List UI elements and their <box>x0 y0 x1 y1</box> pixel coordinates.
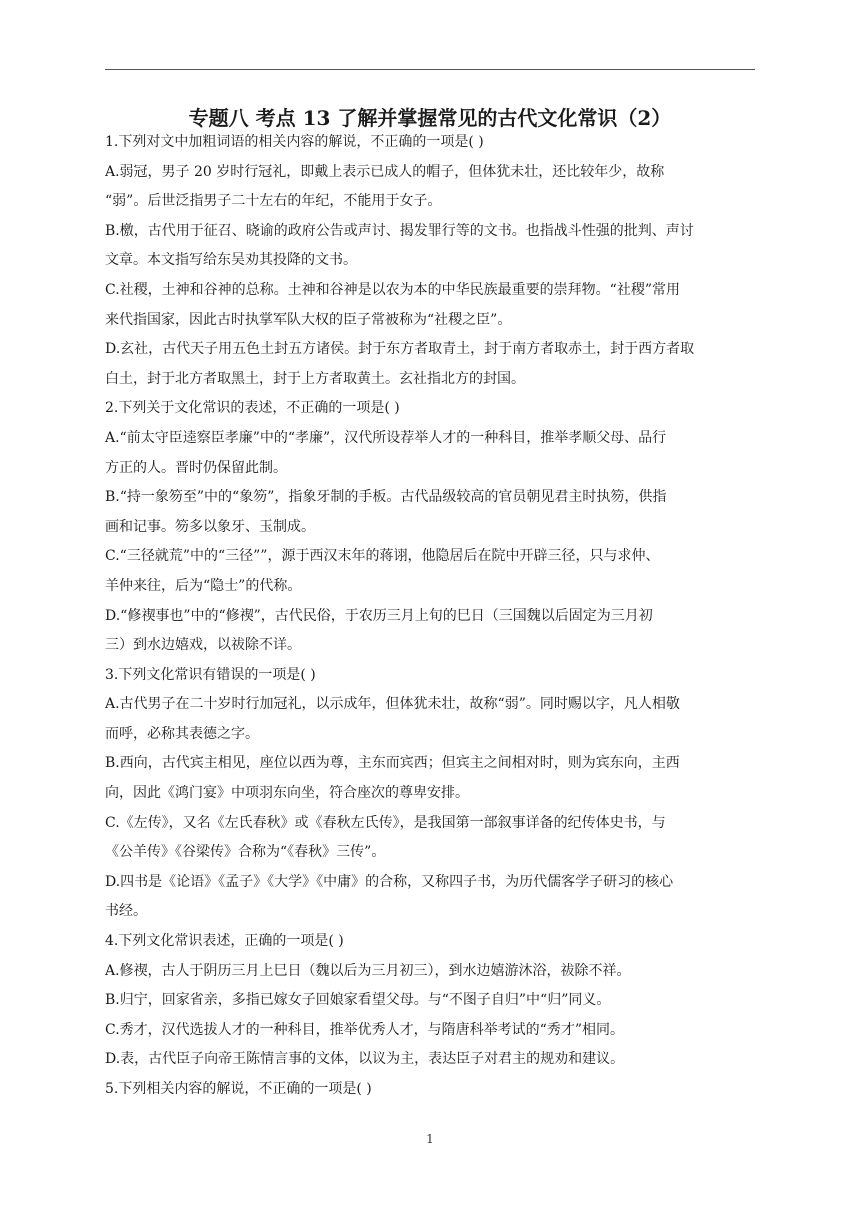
page-title: 专题八 考点 13 了解并掌握常见的古代文化常识（2） <box>188 106 672 130</box>
text-line: D.玄社，古代天子用五色土封五方诸侯。封于东方者取青土，封于南方者取赤土，封于西方者取 <box>105 341 695 358</box>
text-line: A.“前太守臣逵察臣孝廉”中的“孝廉”，汉代所设荐举人才的一种科目，推举孝顺父母、品行 <box>105 429 667 446</box>
text-line: B.檄，古代用于征召、晓谕的政府公告或声讨、揭发罪行等的文书。也指战斗性强的批判、声讨 <box>105 222 694 239</box>
text-line: 来代指国家，因此古时执掌军队大权的臣子常被称为“社稷之臣”。 <box>105 311 512 328</box>
text-line: 书经。 <box>105 903 147 920</box>
text-line: 5.下列相关内容的解说，不正确的一项是( ) <box>105 1081 372 1097</box>
text-line: 1.下列对文中加粗词语的相关内容的解说，不正确的一项是( ) <box>105 134 484 150</box>
text-line: 3.下列文化常识有错误的一项是( ) <box>105 666 316 683</box>
text-line: 画和记事。笏多以象牙、玉制成。 <box>105 518 315 535</box>
text-line: “弱”。后世泛指男子二十左右的年纪，不能用于女子。 <box>105 193 442 210</box>
text-line: B.“持一象笏至”中的“象笏”，指象牙制的手板。古代品级较高的官员朝见君主时执笏，供指 <box>105 489 667 506</box>
page-number: 1 <box>426 1132 434 1146</box>
text-line: D.表，古代臣子向帝王陈情言事的文体，以议为主，表达臣子对君主的规劝和建议。 <box>105 1051 625 1068</box>
text-line: 羊仲来往，后为“隐士”的代称。 <box>105 577 302 594</box>
text-line: 《公羊传》《谷梁传》合称为“《春秋》三传”。 <box>105 844 386 861</box>
text-line: A.修禊，古人于阴历三月上巳日（魏以后为三月初三），到水边嬉游沐浴，祓除不祥。 <box>105 962 631 979</box>
text-line: B.西向，古代宾主相见，座位以西为尊，主东而宾西；但宾主之间相对时，则为宾东向，主西 <box>105 755 680 772</box>
text-line: 白土，封于北方者取黑土，封于上方者取黄土。玄社指北方的封国。 <box>105 370 525 387</box>
text-line: 4.下列文化常识表述，正确的一项是( ) <box>105 933 344 950</box>
text-line: 文章。本文指写给东吴劝其投降的文书。 <box>105 252 357 269</box>
text-line: C.社稷，土神和谷神的总称。土神和谷神是以农为本的中华民族最重要的崇拜物。“社稷”常用 <box>105 281 680 298</box>
text-line: 方正的人。晋时仍保留此制。 <box>105 459 287 476</box>
text-line: B.归宁，回家省亲，多指已嫁女子回娘家看望父母。与“不图子自归”中“归”同义。 <box>105 992 611 1009</box>
text-line: 向，因此《鸿门宴》中项羽东向坐，符合座次的尊卑安排。 <box>105 785 469 802</box>
text-line: C.“三径就荒”中的“三径””，源于西汉末年的蒋诩，他隐居后在院中开辟三径，只与求仲、 <box>105 548 660 565</box>
text-line: 三）到水边嬉戏，以祓除不详。 <box>105 637 301 654</box>
question-content <box>105 128 755 1105</box>
text-line: 2.下列关于文化常识的表述，不正确的一项是( ) <box>105 400 400 417</box>
text-line: C.秀才，汉代选拔人才的一种科目，推举优秀人才，与隋唐科举考试的“秀才”相同。 <box>105 1021 624 1038</box>
text-line: A.古代男子在二十岁时行加冠礼，以示成年，但体犹未壮，故称“弱”。同时赐以字，凡人相敬 <box>105 696 680 713</box>
text-line: C.《左传》，又名《左氏春秋》或《春秋左氏传》，是我国第一部叙事详备的纪传体史书，与 <box>105 814 666 831</box>
text-line: D.四书是《论语》《孟子》《大学》《中庸》的合称，又称四子书，为历代儒客学子研习的核心 <box>105 873 674 890</box>
text-line: A.弱冠，男子 20 岁时行冠礼，即戴上表示已成人的帽子，但体犹未壮，还比较年少，故称 <box>105 163 665 180</box>
text-line: 而呼，必称其表德之字。 <box>105 725 259 742</box>
text-line: D.“修禊事也”中的“修禊”，古代民俗，于农历三月上旬的巳日（三国魏以后固定为三月初 <box>105 607 653 624</box>
header-rule <box>105 69 755 70</box>
